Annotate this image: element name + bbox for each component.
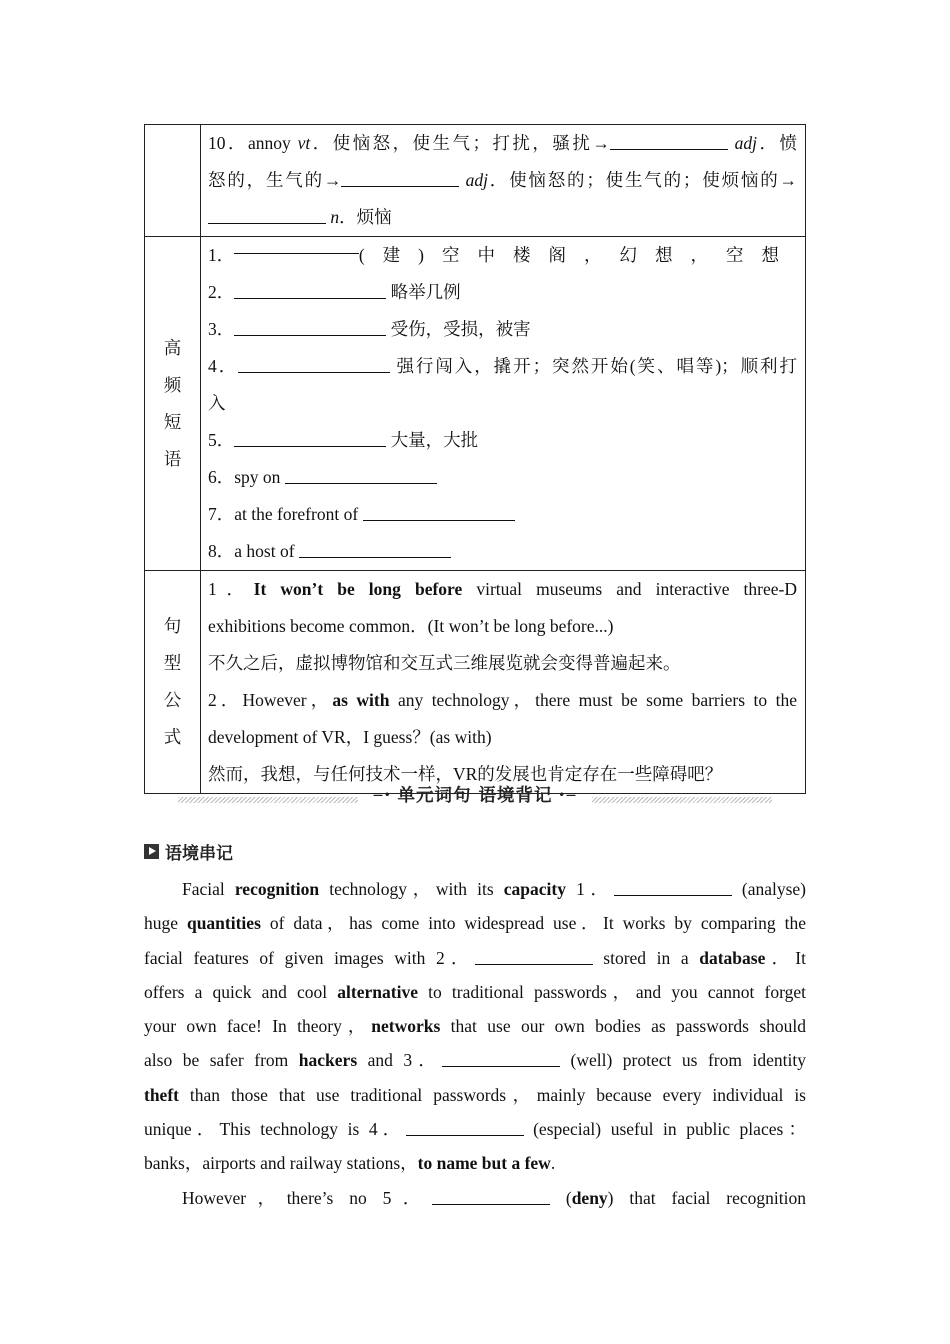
passage-line: banks，airports and railway stations，to name but a few. — [144, 1153, 556, 1174]
table-row — [145, 237, 806, 571]
passage-line: unique．This technology is 4． (especial) useful in public places： — [144, 1119, 806, 1140]
play-icon — [144, 844, 159, 859]
answer-blank[interactable] — [299, 541, 451, 558]
phrase-item: 8．a host of — [208, 533, 797, 570]
answer-blank[interactable] — [234, 319, 386, 336]
paragraph — [144, 906, 806, 1180]
sentence-translation: 不久之后，虚拟博物馆和交互式三维展览就会变得普遍起来。 — [208, 653, 681, 673]
answer-blank[interactable] — [234, 282, 386, 299]
vocab-line: n．烦恼 — [208, 199, 797, 236]
phrase-item: 5． 大量，大批 — [208, 430, 479, 450]
passage-line: your own face! In theory，networks that use our own bodies as passwords should — [144, 1016, 806, 1037]
table-row — [145, 125, 806, 237]
sentence-translation: 然而，我想，与任何技术一样，VR的发展也肯定存在一些障碍吧？ — [208, 764, 723, 784]
banner-title: —• 单元词句 语境背记 •— — [373, 786, 577, 806]
passage-line: offers a quick and cool alternative to traditional passwords，and you cannot forget — [144, 981, 806, 1002]
answer-blank[interactable] — [614, 879, 732, 896]
answer-blank[interactable] — [285, 467, 437, 484]
sentences-cell — [201, 571, 806, 794]
vocabulary-table — [144, 124, 806, 794]
phrase-item: 3． 受伤，受损，被害 — [208, 319, 531, 339]
vocab-entry-cell — [201, 125, 806, 237]
passage-line: Facial recognition technology，with its capacity 1． (analyse) — [182, 879, 807, 899]
passage-line: However，there’s no 5． (deny) that facial recognition — [182, 1187, 806, 1208]
category-cell-phrases — [145, 237, 201, 571]
passage-line: also be safer from hackers and 3． (well) protect us from identity — [144, 1050, 806, 1071]
phrase-item: 4． 强行闯入，撬开；突然开始(笑、唱等)；顺利打 — [208, 356, 797, 376]
sentence-line: 1．It won’t be long before virtual museums and interactive three-D — [208, 579, 797, 599]
category-label: 高 频 短 语 — [163, 337, 182, 469]
answer-blank[interactable] — [238, 356, 390, 373]
phrase-item: 7．at the forefront of — [208, 496, 797, 533]
phrases-cell — [201, 237, 806, 571]
phrase-item: 2． 略举几例 — [208, 282, 461, 302]
answer-blank[interactable] — [406, 1119, 524, 1136]
paragraph — [144, 1181, 806, 1215]
passage-line: facial features of given images with 2． stored in a database．It — [144, 947, 806, 968]
vocab-line: 10．annoy vt．使恼怒，使生气；打扰，骚扰→ adj．愤 — [208, 133, 797, 153]
section-banner — [178, 782, 772, 808]
answer-blank[interactable] — [610, 133, 728, 150]
passage-line: theft than those that use traditional passwords，mainly because every individual is — [144, 1084, 806, 1105]
paragraph — [144, 872, 806, 906]
table-row — [145, 571, 806, 794]
answer-blank[interactable] — [341, 170, 459, 187]
sentence-line: 2．However，as with any technology，there must be some barriers to the — [208, 690, 797, 710]
answer-blank[interactable] — [442, 1050, 560, 1067]
passage-line: huge quantities of data，has come into widespread use．It works by comparing the — [144, 913, 806, 934]
section-heading: 语境串记 — [144, 840, 233, 862]
sentence-line: exhibitions become common．(It won’t be long before...) — [208, 616, 614, 636]
answer-blank[interactable] — [234, 237, 359, 254]
phrase-item-continued: 入 — [208, 393, 226, 413]
answer-blank[interactable] — [208, 207, 326, 224]
phrase-item: 6．spy on — [208, 459, 797, 496]
category-cell-empty — [145, 125, 201, 237]
phrase-item: 1． (建)空中楼阁，幻想，空想 — [208, 237, 797, 274]
answer-blank[interactable] — [234, 430, 386, 447]
vocab-line: 怒的，生气的→ adj．使恼怒的；使生气的；使烦恼的→ — [208, 170, 798, 190]
category-label: 句 型 公 式 — [163, 616, 182, 747]
category-cell-sentences — [145, 571, 201, 794]
answer-blank[interactable] — [363, 504, 515, 521]
answer-blank[interactable] — [475, 948, 593, 965]
answer-blank[interactable] — [432, 1188, 550, 1205]
reading-passage — [144, 872, 806, 1215]
sentence-line: development of VR，I guess？(as with) — [208, 727, 492, 747]
